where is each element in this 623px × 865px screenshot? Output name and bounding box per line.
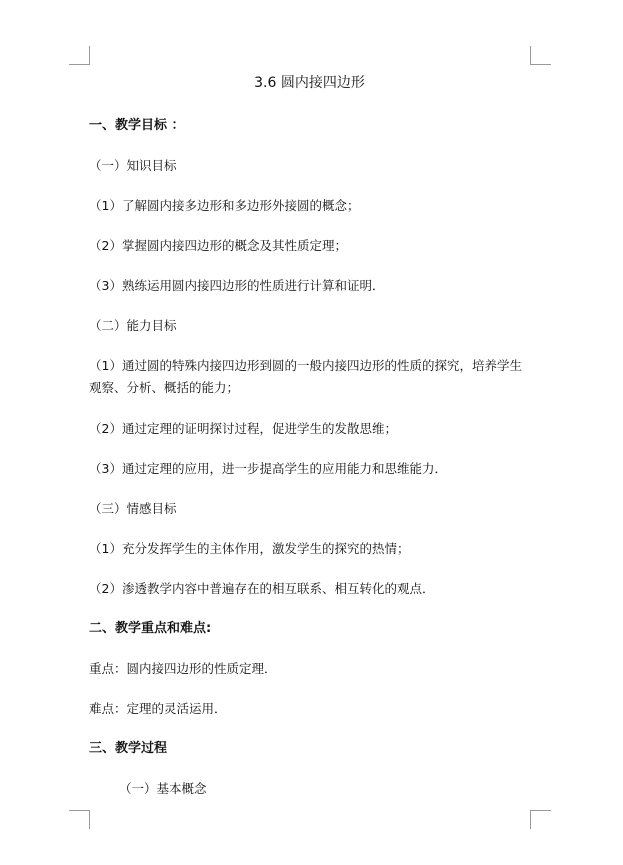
ability-item-1-line-2: 观察、分析、概括的能力； xyxy=(89,380,240,395)
crop-mark-top-right xyxy=(530,46,551,65)
subheading-emotion-objectives: （三）情感目标 xyxy=(89,501,177,516)
emotion-item-1: （1）充分发挥学生的主体作用，激发学生的探究的热情； xyxy=(89,541,410,556)
emotion-item-2: （2）渗透教学内容中普遍存在的相互联系、相互转化的观点． xyxy=(89,581,435,596)
subheading-basic-concepts: （一）基本概念 xyxy=(119,781,207,796)
ability-item-3: （3）通过定理的应用，进一步提高学生的应用能力和思维能力． xyxy=(89,461,447,476)
crop-mark-top-left xyxy=(69,46,90,65)
subheading-knowledge-objectives: （一）知识目标 xyxy=(89,158,177,173)
page-title: 3.6 圆内接四边形 xyxy=(254,75,365,91)
difficult-point: 难点：定理的灵活运用． xyxy=(89,701,227,716)
ability-item-1-line-1: （1）通过圆的特殊内接四边形到圆的一般内接四边形的性质的探究，培养学生 xyxy=(89,358,522,373)
subheading-ability-objectives: （二）能力目标 xyxy=(89,318,177,333)
knowledge-item-1: （1）了解圆内接多边形和多边形外接圆的概念； xyxy=(89,198,360,213)
section-heading-process: 三、教学过程 xyxy=(89,741,168,756)
crop-mark-bottom-right xyxy=(530,810,551,829)
section-heading-key-points: 二、教学重点和难点: xyxy=(89,621,212,636)
knowledge-item-3: （3）熟练运用圆内接四边形的性质进行计算和证明． xyxy=(89,278,385,293)
ability-item-2: （2）通过定理的证明探讨过程，促进学生的发散思维； xyxy=(89,421,397,436)
section-heading-objectives: 一、教学目标 ： xyxy=(89,118,185,133)
knowledge-item-2: （2）掌握圆内接四边形的概念及其性质定理； xyxy=(89,238,347,253)
crop-mark-bottom-left xyxy=(69,810,90,829)
key-point: 重点：圆内接四边形的性质定理． xyxy=(89,661,277,676)
